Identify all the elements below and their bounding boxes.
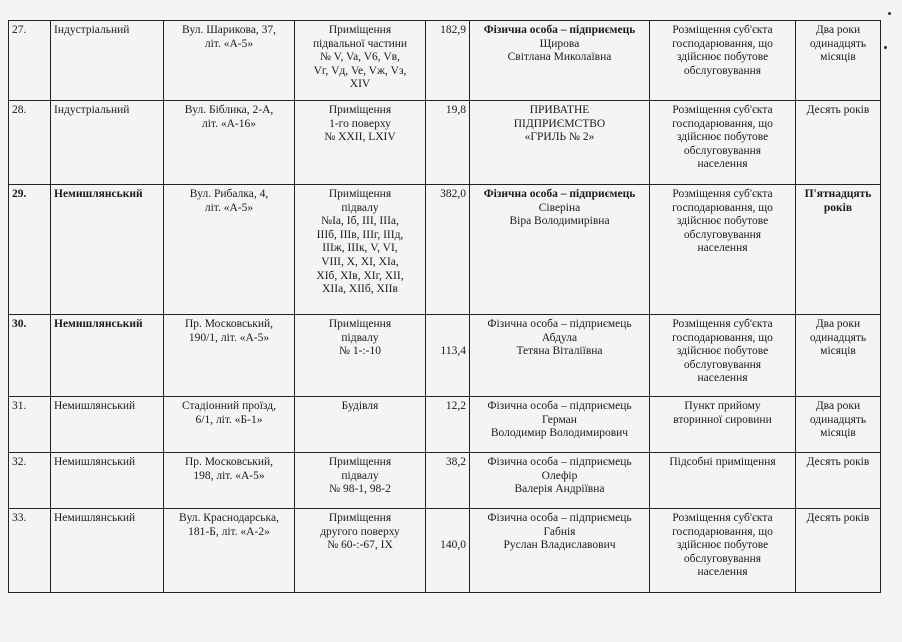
district-cell: Немишлянський: [51, 509, 164, 593]
row-number: 32.: [9, 453, 51, 509]
scan-speck: [888, 12, 891, 15]
tenant-cell: Фізична особа – підприємець Габнія Руслан Владиславович: [470, 509, 650, 593]
table-row: [9, 315, 881, 397]
district-cell: Немишлянський: [51, 185, 164, 315]
tenant-cell: Фізична особа – підприємець Олефір Валерія Андріївна: [470, 453, 650, 509]
address-cell: Вул. Краснодарська, 181-Б, літ. «А-2»: [164, 509, 295, 593]
purpose-cell: Розміщення суб'єкта господарювання, що здійснює побутове обслуговування населення: [650, 509, 796, 593]
area-cell: 182,9: [426, 21, 470, 101]
purpose-cell: Підсобні приміщення: [650, 453, 796, 509]
row-number: 29.: [9, 185, 51, 315]
district-cell: Індустріальний: [51, 21, 164, 101]
tenant-cell: Фізична особа – підприємець Щирова Світлана Миколаївна: [470, 21, 650, 101]
term-cell: Два роки одинадцять місяців: [796, 21, 881, 101]
address-cell: Вул. Біблика, 2-А, літ. «А-16»: [164, 101, 295, 185]
premises-cell: Приміщення підвалу № 98-1, 98-2: [295, 453, 426, 509]
table-row: [9, 101, 881, 185]
premises-cell: Будівля: [295, 397, 426, 453]
premises-cell: Приміщення підвалу №Iа, Iб, III, IIIа, IIIб, IIIв, IIIг, IIIд, IIIж, IIIк, V, VI, VIII, X, XI, XIа, XIб, XIв, XIг, XII, XIIа, XIIб, XIIв: [295, 185, 426, 315]
scan-speck: [884, 46, 887, 49]
district-cell: Немишлянський: [51, 453, 164, 509]
term-cell: Два роки одинадцять місяців: [796, 397, 881, 453]
purpose-cell: Розміщення суб'єкта господарювання, що здійснює побутове обслуговування населення: [650, 101, 796, 185]
district-cell: Немишлянський: [51, 315, 164, 397]
area-cell: 12,2: [426, 397, 470, 453]
tenant-cell: ПРИВАТНЕ ПІДПРИЄМСТВО «ГРИЛЬ № 2»: [470, 101, 650, 185]
premises-cell: Приміщення другого поверху № 60-:-67, IX: [295, 509, 426, 593]
purpose-cell: Розміщення суб'єкта господарювання, що здійснює побутове обслуговування: [650, 21, 796, 101]
address-cell: Пр. Московський, 190/1, літ. «А-5»: [164, 315, 295, 397]
address-cell: Стадіонний проїзд, 6/1, літ. «Б-1»: [164, 397, 295, 453]
premises-cell: Приміщення підвальної частини № V, Va, V6, Vв, Vг, Vд, Ve, Vж, Vз, XIV: [295, 21, 426, 101]
premises-cell: Приміщення підвалу № 1-:-10: [295, 315, 426, 397]
district-cell: Індустріальний: [51, 101, 164, 185]
row-number: 30.: [9, 315, 51, 397]
term-cell: Десять років: [796, 101, 881, 185]
table-row: [9, 397, 881, 453]
term-cell: Два роки одинадцять місяців: [796, 315, 881, 397]
district-cell: Немишлянський: [51, 397, 164, 453]
purpose-cell: Розміщення суб'єкта господарювання, що здійснює побутове обслуговування населення: [650, 315, 796, 397]
row-number: 28.: [9, 101, 51, 185]
tenant-cell: Фізична особа – підприємець Герман Володимир Володимирович: [470, 397, 650, 453]
row-number: 33.: [9, 509, 51, 593]
area-cell: 113,4: [426, 315, 470, 397]
row-number: 27.: [9, 21, 51, 101]
area-cell: 382,0: [426, 185, 470, 315]
tenant-cell: Фізична особа – підприємець Сіверіна Віра Володимирівна: [470, 185, 650, 315]
address-cell: Вул. Шарикова, 37, літ. «А-5»: [164, 21, 295, 101]
premises-cell: Приміщення 1-го поверху № XXII, LXIV: [295, 101, 426, 185]
term-cell: Десять років: [796, 453, 881, 509]
term-cell: Десять років: [796, 509, 881, 593]
table-row: [9, 509, 881, 593]
purpose-cell: Пункт прийому вторинної сировини: [650, 397, 796, 453]
row-number: 31.: [9, 397, 51, 453]
area-cell: 38,2: [426, 453, 470, 509]
address-cell: Вул. Рибалка, 4, літ. «А-5»: [164, 185, 295, 315]
table-row: [9, 185, 881, 315]
tenant-cell: Фізична особа – підприємець Абдула Тетяна Віталіївна: [470, 315, 650, 397]
lease-table: [8, 20, 881, 593]
area-cell: 19,8: [426, 101, 470, 185]
purpose-cell: Розміщення суб'єкта господарювання, що здійснює побутове обслуговування населення: [650, 185, 796, 315]
table-row: [9, 21, 881, 101]
area-cell: 140,0: [426, 509, 470, 593]
term-cell: П'ятнадцять років: [796, 185, 881, 315]
address-cell: Пр. Московський, 198, літ. «А-5»: [164, 453, 295, 509]
table-row: [9, 453, 881, 509]
